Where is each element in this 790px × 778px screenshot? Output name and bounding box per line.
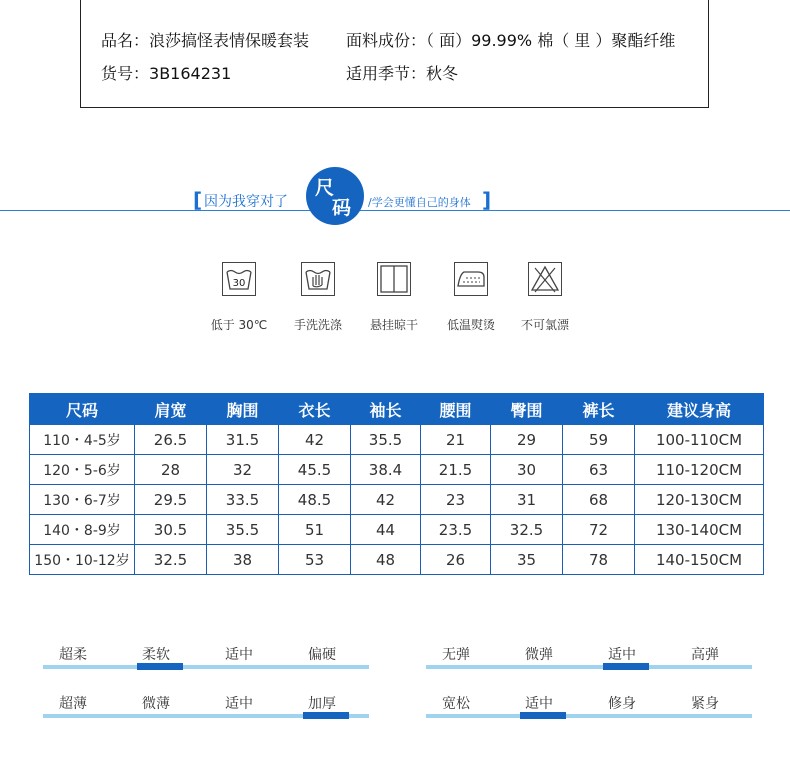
- table-row: [30, 485, 764, 515]
- scale-track: [43, 665, 369, 669]
- scale-label: 超柔: [59, 647, 87, 663]
- table-cell: 26: [421, 545, 491, 575]
- size-table-header: [30, 394, 764, 425]
- care-label: 手洗洗涤: [293, 318, 342, 332]
- scale-indicator: [137, 663, 183, 670]
- care-label: 悬挂晾干: [369, 318, 418, 332]
- care-label: 不可氯漂: [520, 318, 569, 332]
- wash-temp-number: 30: [232, 278, 246, 289]
- banner-right-text: /学会更懂自己的身体: [368, 196, 471, 209]
- fabric-composition: [346, 28, 675, 51]
- table-cell: 23.5: [421, 515, 491, 545]
- banner-divider: [0, 210, 790, 211]
- table-cell: 42: [351, 485, 421, 515]
- table-cell: 78: [563, 545, 635, 575]
- header-cell: 衣长: [279, 394, 351, 425]
- table-cell: 38.4: [351, 455, 421, 485]
- fabric-label: 面料成份：: [346, 31, 427, 50]
- table-cell: 140-150CM: [635, 545, 764, 575]
- wash-30-icon: [222, 262, 256, 296]
- table-cell: 29.5: [135, 485, 207, 515]
- scale-indicator: [303, 712, 349, 719]
- scale-label: 适中: [608, 647, 636, 663]
- size-table: [29, 393, 764, 575]
- item-number-value: 3B164231: [149, 64, 232, 83]
- table-cell: 35.5: [207, 515, 279, 545]
- header-cell: 肩宽: [135, 394, 207, 425]
- table-cell: 72: [563, 515, 635, 545]
- season: [346, 61, 458, 84]
- table-cell: 32.5: [135, 545, 207, 575]
- table-row: [30, 425, 764, 455]
- scale-label: 修身: [608, 696, 636, 712]
- care-label: 低于 30℃: [210, 318, 268, 332]
- header-cell: 裤长: [563, 394, 635, 425]
- table-row: [30, 515, 764, 545]
- table-cell: 32.5: [491, 515, 563, 545]
- scale-indicator: [603, 663, 649, 670]
- scale-label: 加厚: [308, 696, 336, 712]
- table-cell: 110-120CM: [635, 455, 764, 485]
- table-cell: 48: [351, 545, 421, 575]
- scale-track: [426, 665, 752, 669]
- fabric-value: （ 面）99.99% 棉（ 里 ）聚酯纤维: [426, 31, 676, 50]
- table-cell: 130-140CM: [635, 515, 764, 545]
- item-number-label: 货号：: [101, 64, 150, 83]
- table-cell: 33.5: [207, 485, 279, 515]
- table-cell: 21.5: [421, 455, 491, 485]
- scale-track: [426, 714, 752, 718]
- banner-left-text: 因为我穿对了: [204, 194, 288, 210]
- size-badge-char2: 码: [332, 197, 352, 219]
- table-cell: 38: [207, 545, 279, 575]
- scale-label: 适中: [525, 696, 553, 712]
- table-cell: 130・6-7岁: [30, 485, 135, 515]
- care-label: 低温熨烫: [446, 318, 495, 332]
- item-number: [101, 61, 231, 84]
- table-cell: 63: [563, 455, 635, 485]
- table-cell: 35: [491, 545, 563, 575]
- table-cell: 31: [491, 485, 563, 515]
- product-name-value: 浪莎搞怪表情保暖套装: [149, 31, 310, 50]
- table-cell: 48.5: [279, 485, 351, 515]
- scale-fit: [426, 693, 752, 723]
- table-cell: 68: [563, 485, 635, 515]
- table-cell: 51: [279, 515, 351, 545]
- table-cell: 140・8-9岁: [30, 515, 135, 545]
- product-name-label: 品名：: [101, 31, 150, 50]
- header-cell: 袖长: [351, 394, 421, 425]
- table-cell: 150・10-12岁: [30, 545, 135, 575]
- header-cell: 臀围: [491, 394, 563, 425]
- scale-label: 微弹: [525, 647, 553, 663]
- table-cell: 28: [135, 455, 207, 485]
- low-iron-icon: [454, 262, 488, 296]
- table-cell: 30: [491, 455, 563, 485]
- product-info-box: [80, 0, 709, 108]
- banner-close-bracket: ]: [482, 188, 492, 212]
- table-row: [30, 545, 764, 575]
- scale-label: 适中: [225, 647, 253, 663]
- care-no-bleach: [500, 262, 590, 333]
- scale-label: 适中: [225, 696, 253, 712]
- table-cell: 110・4-5岁: [30, 425, 135, 455]
- header-cell: 建议身高: [635, 394, 764, 425]
- table-cell: 45.5: [279, 455, 351, 485]
- no-bleach-icon: [528, 262, 562, 296]
- table-cell: 29: [491, 425, 563, 455]
- scale-label: 微薄: [142, 696, 170, 712]
- table-cell: 26.5: [135, 425, 207, 455]
- table-cell: 21: [421, 425, 491, 455]
- scale-label: 紧身: [691, 696, 719, 712]
- scale-label: 宽松: [442, 696, 470, 712]
- hand-wash-icon: [301, 262, 335, 296]
- table-cell: 32: [207, 455, 279, 485]
- scale-label: 无弹: [442, 647, 470, 663]
- scale-softness: [43, 644, 369, 674]
- care-wash-30: [194, 262, 284, 333]
- table-cell: 120・5-6岁: [30, 455, 135, 485]
- table-cell: 42: [279, 425, 351, 455]
- size-badge-char1: 尺: [315, 177, 335, 199]
- header-cell: 胸围: [207, 394, 279, 425]
- table-cell: 30.5: [135, 515, 207, 545]
- table-cell: 44: [351, 515, 421, 545]
- table-cell: 23: [421, 485, 491, 515]
- scale-label: 偏硬: [308, 647, 336, 663]
- scale-thickness: [43, 693, 369, 723]
- table-cell: 53: [279, 545, 351, 575]
- size-badge: [306, 167, 364, 225]
- scale-indicator: [520, 712, 566, 719]
- header-cell: 腰围: [421, 394, 491, 425]
- table-cell: 100-110CM: [635, 425, 764, 455]
- table-cell: 31.5: [207, 425, 279, 455]
- header-cell: 尺码: [30, 394, 135, 425]
- table-cell: 35.5: [351, 425, 421, 455]
- product-name: [101, 28, 309, 51]
- scale-label: 超薄: [59, 696, 87, 712]
- season-value: 秋冬: [426, 64, 459, 83]
- hang-dry-icon: [377, 262, 411, 296]
- table-cell: 120-130CM: [635, 485, 764, 515]
- table-cell: 59: [563, 425, 635, 455]
- banner-open-bracket: [: [193, 188, 203, 212]
- scale-label: 高弹: [691, 647, 719, 663]
- season-label: 适用季节：: [346, 64, 427, 83]
- scale-label: 柔软: [142, 647, 170, 663]
- scale-elasticity: [426, 644, 752, 674]
- table-row: [30, 455, 764, 485]
